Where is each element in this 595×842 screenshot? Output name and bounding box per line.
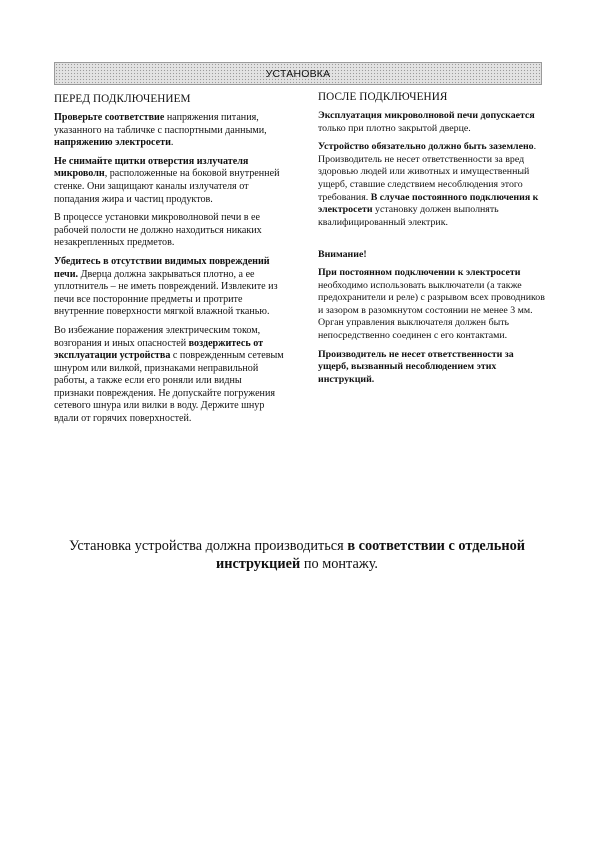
- grounding-paragraph: Устройство обязательно должно быть заземлено. Производитель не несет ответственности за вред здоровью людей или животных и имущественный ущерб, ставшие следствием несоблюдения этого требования. В случае постоянного подключения к электросети установку должен выполнять квалифицированный электрик.: [318, 141, 539, 228]
- liability-paragraph: Производитель не несет ответственности за ущерб, вызванный несоблюдением этих инструкций.: [318, 348, 514, 385]
- left-column: [54, 93, 284, 432]
- loose-items-paragraph: В процессе установки микроволновой печи в ее рабочей полости не должно находиться никаких незакрепленных предметов.: [54, 212, 262, 249]
- damage-check-paragraph: Убедитесь в отсутствии видимых повреждений печи. Дверца должна закрываться плотно, а ее уплотнитель – не иметь повреждений. Извлеките из печи все посторонние предметы и протрите внутренние поверхности мягкой влажной тканью.: [54, 255, 278, 318]
- shield-paragraph: Не снимайте щитки отверстия излучателя микроволн, расположенные на боковой внутренней стенке. Они защищают каналы излучателя от попадания жира и частиц продуктов.: [54, 155, 280, 205]
- voltage-check-paragraph: Проверьте соответствие напряжения питания, указанного на табличке с паспортными данными, напряжению электросети.: [54, 112, 267, 149]
- attention-title: Внимание!: [318, 249, 367, 261]
- after-connection-heading: ПОСЛЕ ПОДКЛЮЧЕНИЯ: [318, 91, 448, 103]
- safety-paragraph: Во избежание поражения электрическим током, возгорания и иных опасностей воздержитесь от эксплуатации устройства с поврежденным сетевым шнуром или вилкой, признаками неправильной работы, а также если его роняли или видны признаки повреждения. Не допускайте погружения сетевого шнура или вилки в воду. Держите шнур вдали от горячих поверхностей.: [54, 324, 284, 425]
- spacer: [318, 235, 545, 249]
- section-title: УСТАНОВКА: [265, 67, 331, 80]
- installation-note: Установка устройства должна производиться в соответствии с отдельной инструкцией по монтажу.: [69, 538, 525, 572]
- door-paragraph: Эксплуатация микроволновой печи допускается только при плотно закрытой дверце.: [318, 110, 535, 134]
- switch-paragraph: При постоянном подключении к электросети необходимо использовать выключатели (а также предохранители и реле) с разрывом всех проводников и зазором в разомкнутом состоянии не менее 3 мм. Орган управления выключателя должен быть непосредственно соединен с его контактами.: [318, 266, 545, 341]
- section-banner: [54, 62, 542, 85]
- before-connection-heading: ПЕРЕД ПОДКЛЮЧЕНИЕМ: [54, 93, 191, 105]
- right-column: [318, 93, 545, 392]
